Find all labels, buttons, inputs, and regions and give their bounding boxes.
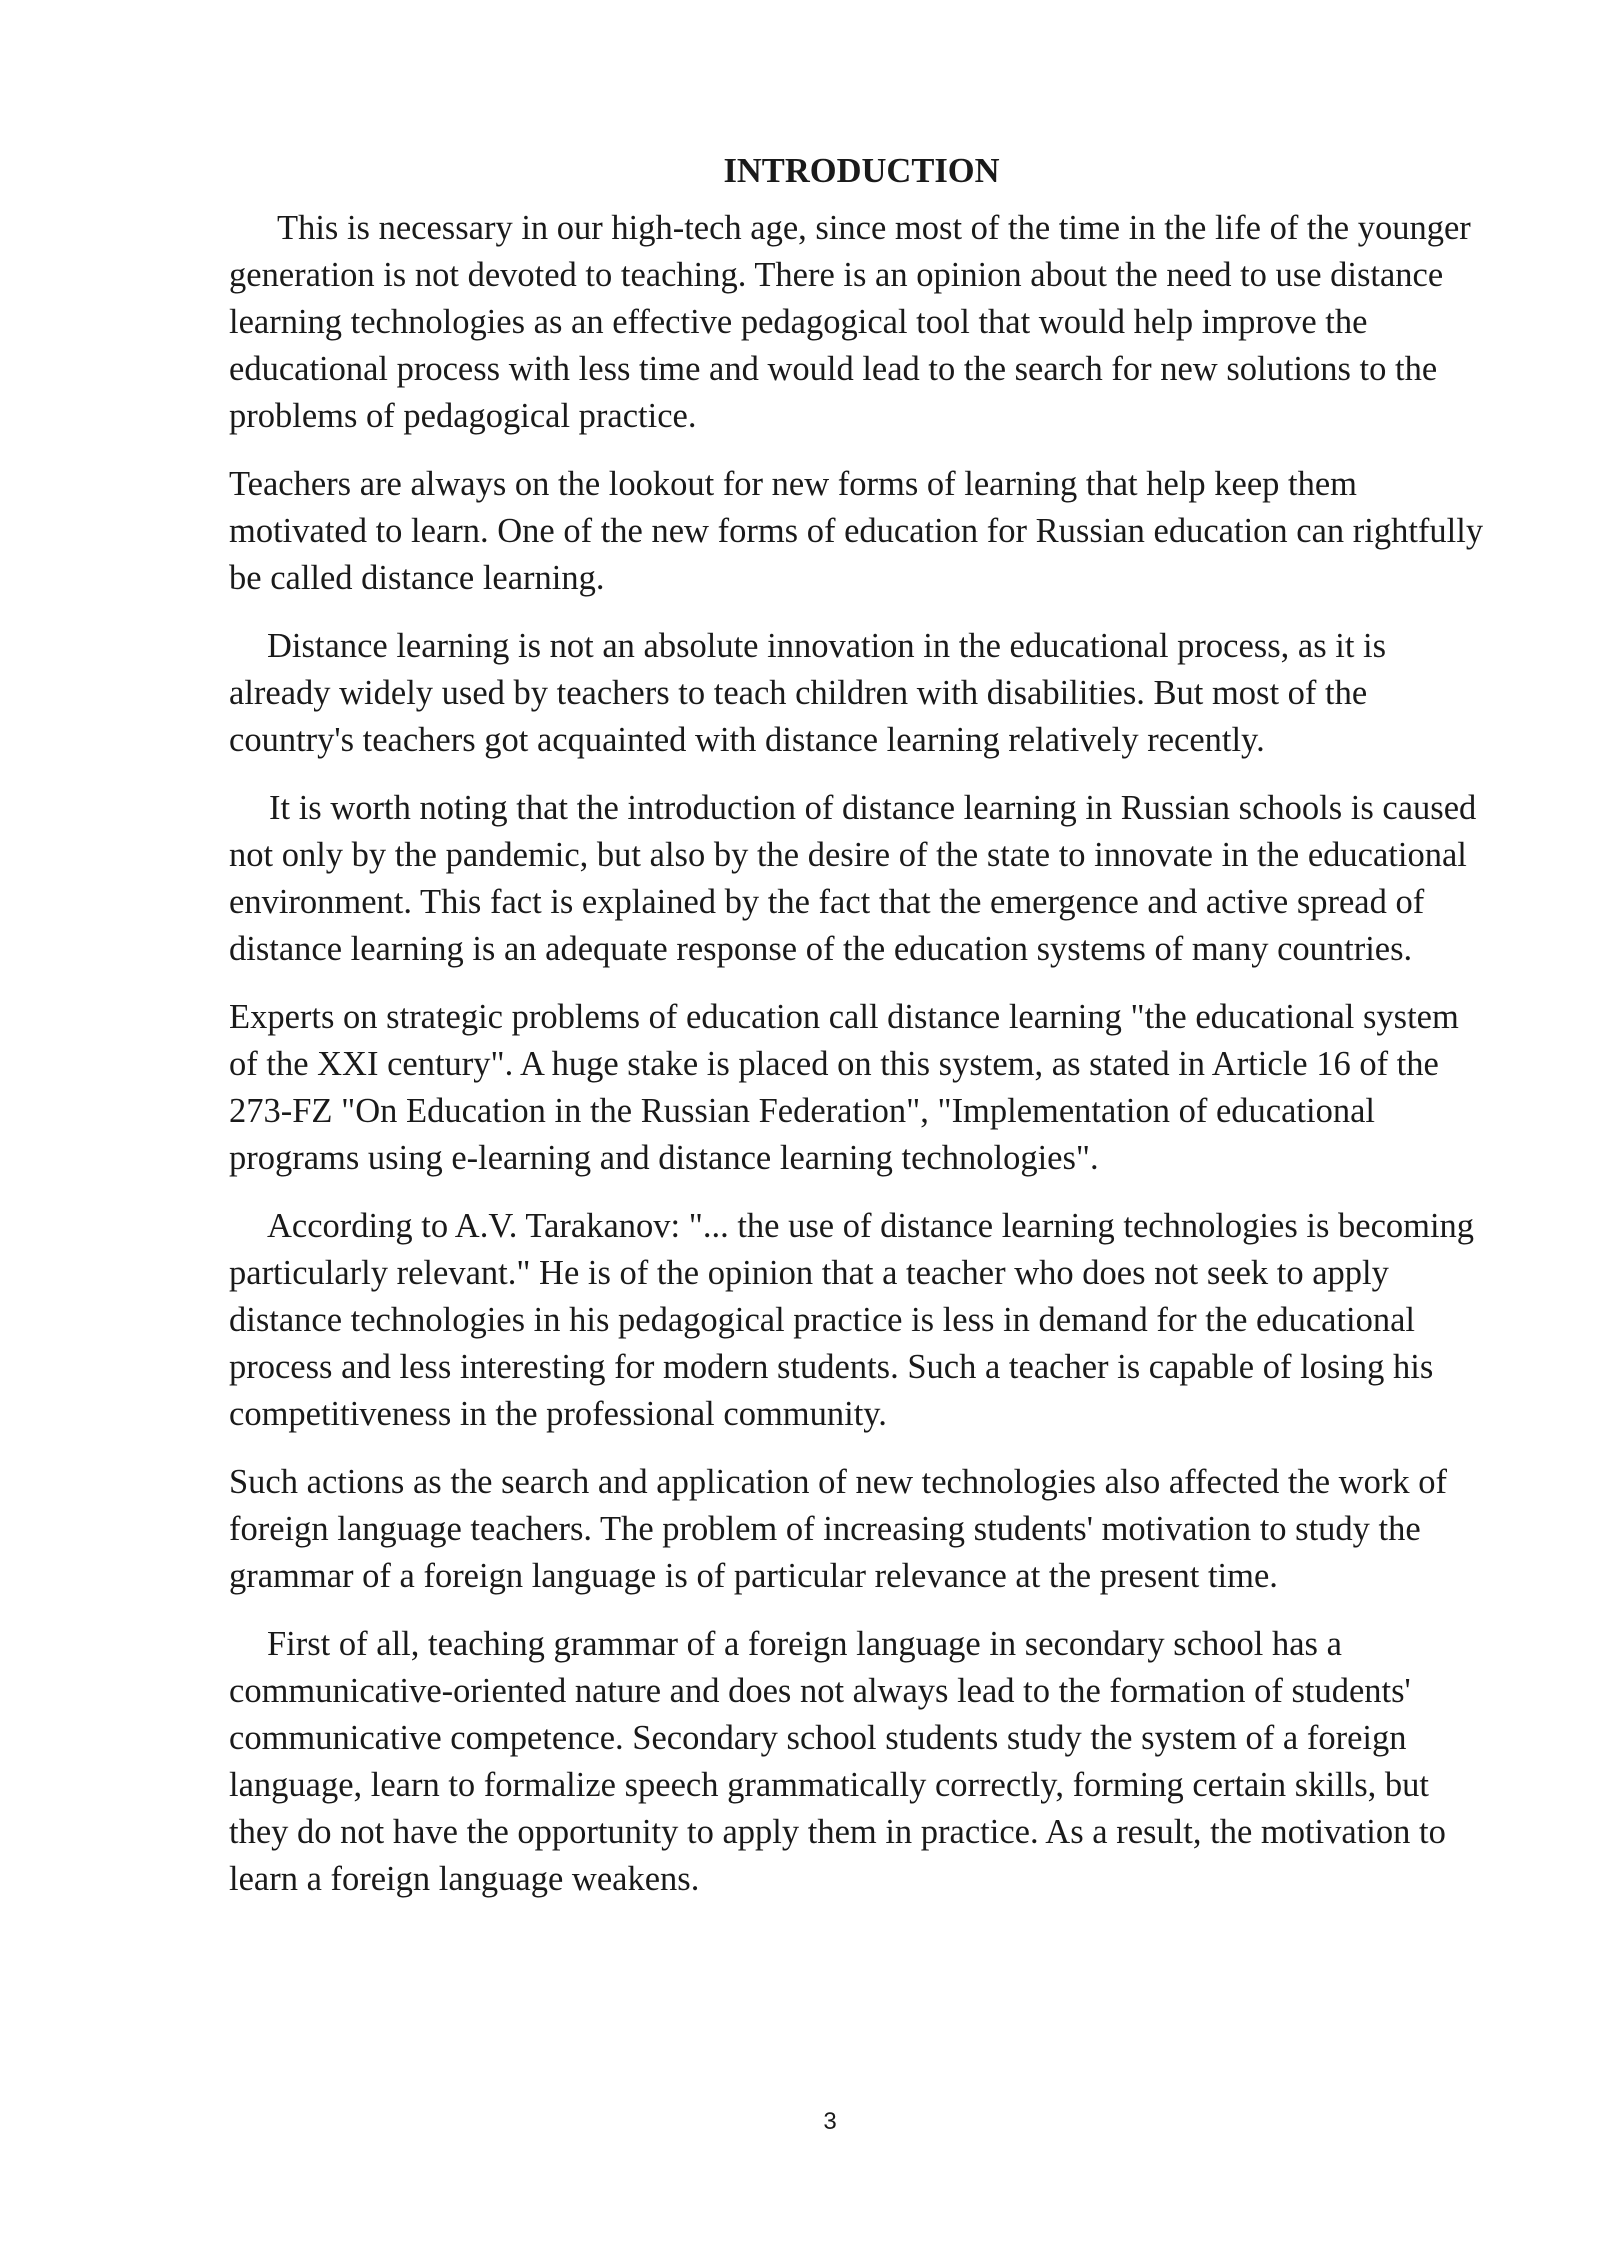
paragraph-8: First of all, teaching grammar of a foreign language in secondary school has a communicative-oriented nature and does not always lead to the formation of students' communicative competence. Secondary school students study the system of a foreign language, learn to formalize speech grammatically correctly, forming certain skills, but they do not have the opportunity to apply them in practice. As a result, the motivation to learn a foreign language weakens. <box>229 1625 1446 1898</box>
paragraph-7: Such actions as the search and application of new technologies also affected the work of foreign language teachers. The problem of increasing students' motivation to study the grammar of a foreign language is of particular relevance at the present time. <box>229 1463 1447 1595</box>
paragraph-5: Experts on strategic problems of education call distance learning "the educational system of the XXI century". A huge stake is placed on this system, as stated in Article 16 of the 273-FZ "On Education in the Russian Federation", "Implementation of educational programs using e-learning and distance learning technologies". <box>229 998 1459 1177</box>
paragraph-4: It is worth noting that the introduction of distance learning in Russian schools is caused not only by the pandemic, but also by the desire of the state to innovate in the educational environment. This fact is explained by the fact that the emergence and active spread of distance learning is an adequate response of the education systems of many countries. <box>229 789 1477 968</box>
page-number: 3 <box>823 2108 837 2135</box>
paragraph-2: Teachers are always on the lookout for new forms of learning that help keep them motivated to learn. One of the new forms of education for Russian education can rightfully be called distance learning. <box>229 465 1484 597</box>
paragraph-1: This is necessary in our high-tech age, since most of the time in the life of the younger generation is not devoted to teaching. There is an opinion about the need to use distance learning technologies as an effective pedagogical tool that would help improve the educational process with less time and would lead to the search for new solutions to the problems of pedagogical practice. <box>229 209 1471 435</box>
section-heading: INTRODUCTION <box>723 152 1000 190</box>
page-body <box>229 148 1494 1924</box>
paragraph-3: Distance learning is not an absolute innovation in the educational process, as it is already widely used by teachers to teach children with disabilities. But most of the country's teachers got acquainted with distance learning relatively recently. <box>229 627 1387 759</box>
paragraph-6: According to A.V. Tarakanov: "... the use of distance learning technologies is becoming particularly relevant." He is of the opinion that a teacher who does not seek to apply distance technologies in his pedagogical practice is less in demand for the educational process and less interesting for modern students. Such a teacher is capable of losing his competitiveness in the professional community. <box>229 1207 1475 1433</box>
